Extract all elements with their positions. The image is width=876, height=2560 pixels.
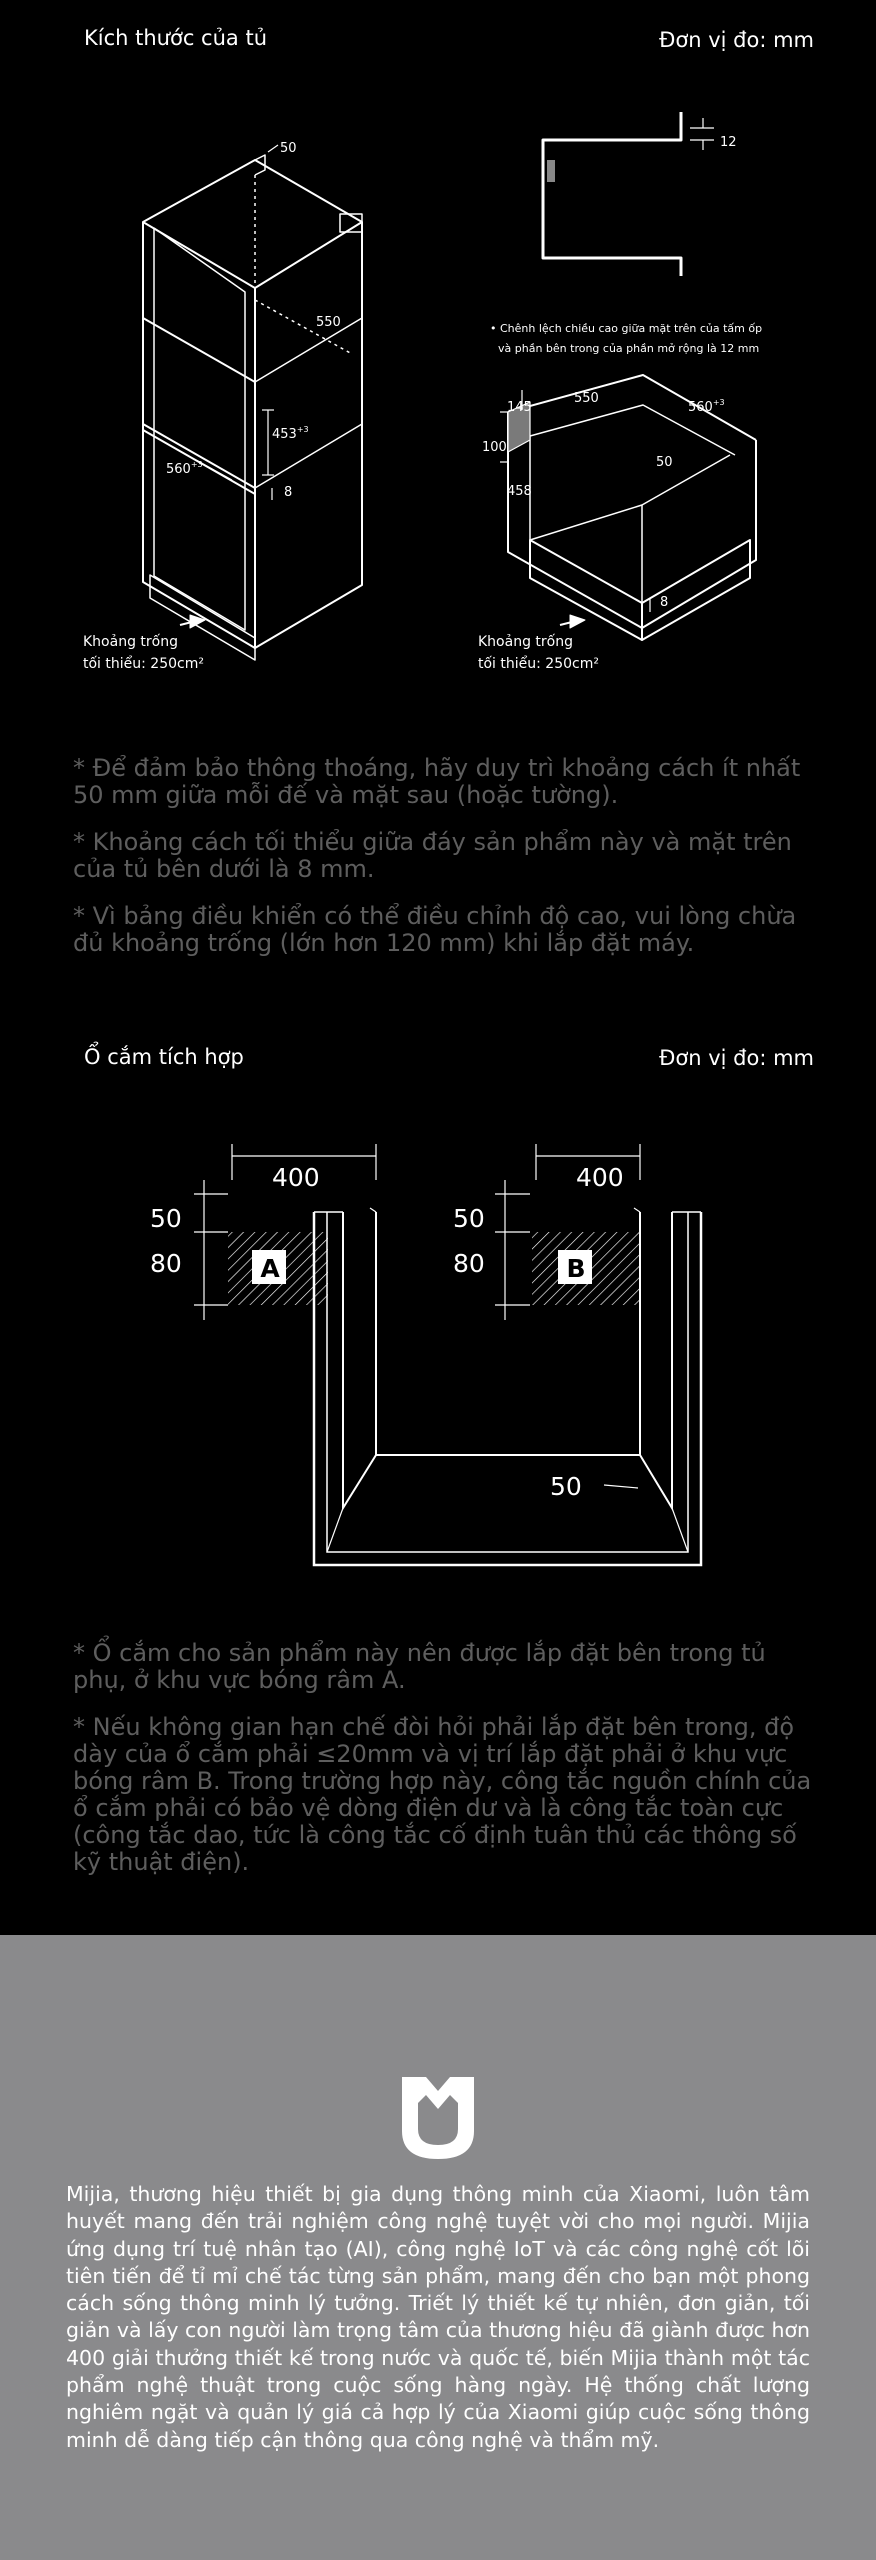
dim-400-a: 400: [272, 1163, 320, 1192]
dim-400-b: 400: [576, 1163, 624, 1192]
socket-note-1: * Ổ cắm cho sản phẩm này nên được lắp đặt bên trong tủ phụ, ở khu vực bóng râm A.: [73, 1639, 766, 1694]
left-cabinet-top-edges: [143, 160, 362, 222]
clearance-left-line2: tối thiểu: 250cm²: [83, 656, 204, 672]
dim-50-bottom: 50: [550, 1472, 582, 1501]
dim-80-a: 80: [150, 1249, 182, 1278]
clearance-right-line2: tối thiểu: 250cm²: [478, 656, 599, 672]
dim-50-top: 50: [280, 141, 297, 156]
clearance-right-line1: Khoảng trống: [478, 634, 573, 650]
diagram-note-line1: • Chênh lệch chiều cao giữa mặt trên của tấm ốp: [490, 322, 763, 335]
label-a: A: [260, 1254, 280, 1283]
cabinet-note-1: * Để đảm bảo thông thoáng, hãy duy trì khoảng cách ít nhất 50 mm giữa mỗi đế và mặt sau (hoặc tường).: [73, 754, 801, 809]
dim-80-b: 80: [453, 1249, 485, 1278]
cabinet-diagram: [0, 0, 876, 720]
cabinet-note-2: * Khoảng cách tối thiểu giữa đáy sản phẩm này và mặt trên của tủ bên dưới là 8 mm.: [73, 828, 792, 883]
cabinet-dimensions-title: Kích thước của tủ: [84, 26, 268, 50]
label-b: B: [566, 1254, 586, 1283]
dim-550: 550: [316, 315, 341, 330]
dim-453: $453^{+3}$: [272, 425, 309, 442]
left-cabinet-front: [143, 222, 255, 648]
cabinet-outline: [314, 1212, 701, 1565]
dim-12: 12: [720, 135, 737, 150]
dim-8-right: 8: [660, 595, 669, 610]
cabinet-unit-label: Đơn vị đo: mm: [659, 28, 814, 52]
dim-50-a: 50: [150, 1204, 182, 1233]
cabinet-note-3: * Vì bảng điều khiển có thể điều chỉnh độ cao, vui lòng chừa đủ khoảng trống (lớn hơn 120 mm) khi lắp đặt máy.: [73, 902, 797, 957]
right-cabinet-front: [530, 540, 642, 640]
clearance-left-line1: Khoảng trống: [83, 634, 178, 650]
dim-560: $560^{+3}$: [166, 460, 203, 477]
mijia-logo-icon: [396, 2073, 480, 2163]
dim-458: 458: [507, 484, 532, 499]
socket-diagram: [0, 1000, 876, 1600]
socket-note-2: * Nếu không gian hạn chế đòi hỏi phải lắp đặt bên trong, độ dày của ổ cắm phải ≤20mm và vị trí lắp đặt phải ở khu vực bóng râm B. Trong trường hợp này, công tắc nguồn chính của ổ cắm phải có bảo vệ dòng điện dư và là công tắc toàn cực (công tắc dao, tức là công tắc cố định tuân thủ các thông số kỹ thuật điện).: [73, 1713, 812, 1876]
dim-145: 145: [507, 400, 532, 415]
dim-550-right: 550: [574, 391, 599, 406]
right-cabinet-side: [642, 540, 750, 640]
socket-section: [0, 1000, 876, 1935]
socket-unit-label: Đơn vị đo: mm: [659, 1046, 814, 1070]
brand-section: [0, 1935, 876, 2560]
socket-notes: [73, 1640, 813, 1896]
dim-50-b: 50: [453, 1204, 485, 1233]
socket-title: Ổ cắm tích hợp: [84, 1045, 244, 1069]
diagram-note-line2: và phần bên trong của phần mở rộng là 12 mm: [498, 342, 760, 355]
cabinet-dimensions-section: [0, 0, 876, 1000]
dim-50-right: 50: [656, 455, 673, 470]
dim-8: 8: [284, 485, 293, 500]
dim-560-right: $560^{+3}$: [688, 398, 725, 415]
dim-100: 100: [482, 440, 507, 455]
brand-description: Mijia, thương hiệu thiết bị gia dụng thông minh của Xiaomi, luôn tâm huyết mang đến trải nghiệm công nghệ tuyệt vời cho mọi người. Mijia ứng dụng trí tuệ nhân tạo (AI), công nghệ IoT và các công nghệ cốt lõi tiên tiến để tỉ mỉ chế tác từng sản phẩm, mang đến cho bạn một phong cách sống thông minh lý tưởng. Triết lý thiết kế tự nhiên, đơn giản, tối giản và lấy con người làm trọng tâm của thương hiệu đã giành được hơn 400 giải thưởng thiết kế trong nước và quốc tế, biến Mijia thành một tác phẩm nghệ thuật trong cuộc sống hàng ngày. Hệ thống chất lượng nghiêm ngặt và quản lý giá cả hợp lý của Xiaomi giúp cuộc sống thông minh dễ dàng tiếp cận thông qua công nghệ và thẩm mỹ.: [66, 2182, 810, 2452]
cabinet-notes: [73, 755, 813, 977]
